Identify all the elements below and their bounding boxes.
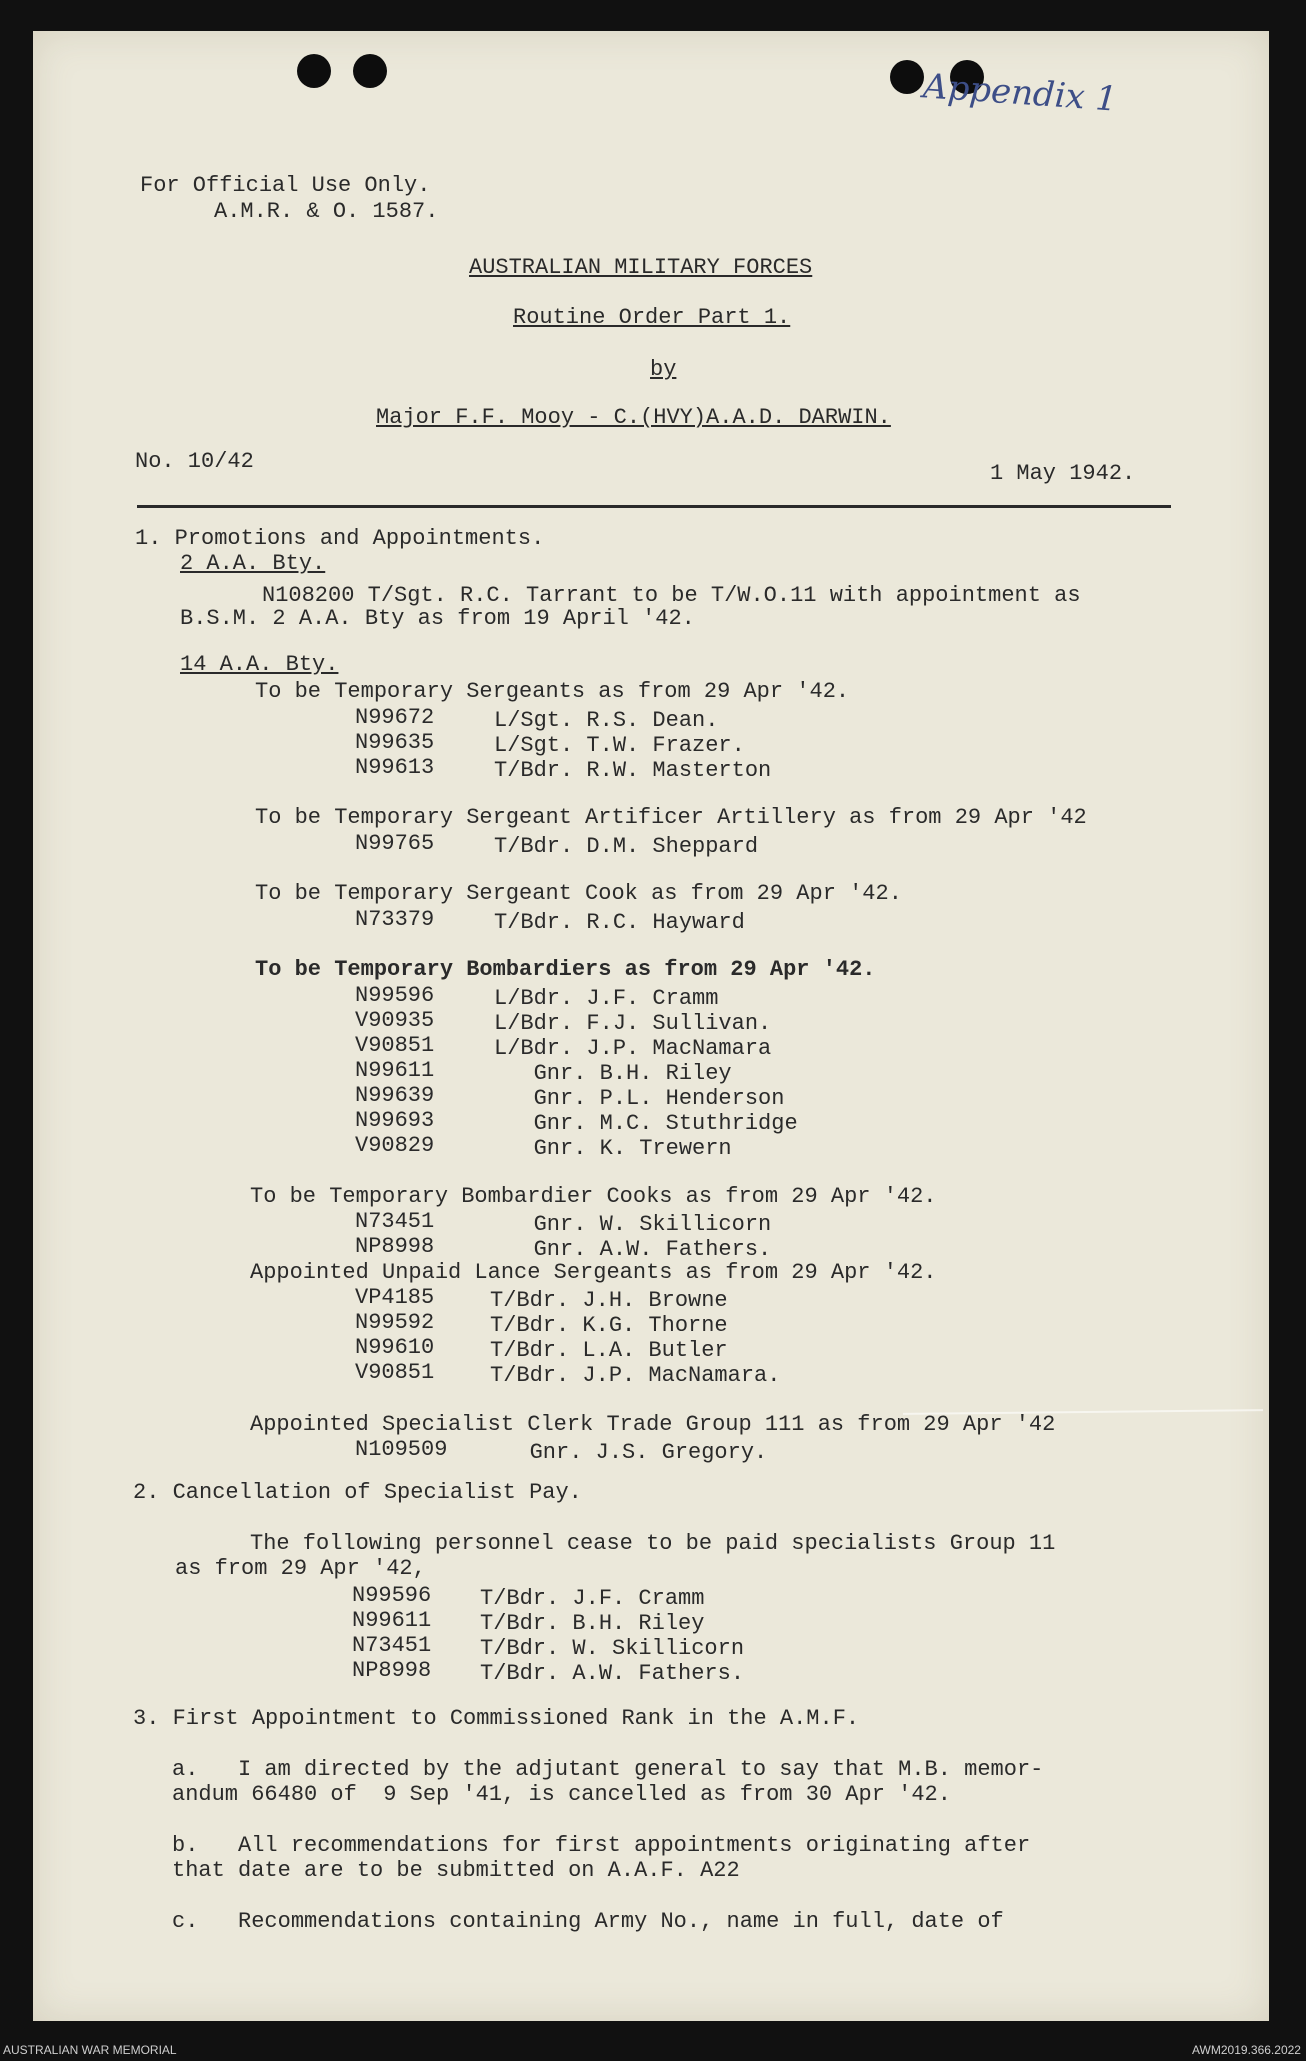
order-date: 1 May 1942. bbox=[990, 461, 1136, 486]
punch-hole bbox=[353, 54, 387, 88]
roster-number: N109509 bbox=[355, 1437, 448, 1462]
roster-name: Gnr. M.C. Stuthridge bbox=[494, 1111, 798, 1136]
doc-title: Routine Order Part 1. bbox=[513, 305, 791, 330]
roster-name: T/Bdr. D.M. Sheppard bbox=[494, 834, 759, 859]
roster-name: T/Bdr. A.W. Fathers. bbox=[480, 1661, 745, 1686]
roster-name: L/Sgt. T.W. Frazer. bbox=[494, 733, 745, 758]
roster-number: N99611 bbox=[352, 1608, 432, 1633]
roster-name: Gnr. J.S. Gregory. bbox=[490, 1440, 768, 1465]
order-number: No. 10/42 bbox=[135, 449, 254, 474]
section-2-line-1: The following personnel cease to be paid specialists Group 11 bbox=[250, 1531, 1056, 1556]
section-3-b-line-1: b. All recommendations for first appointments originating after bbox=[172, 1833, 1031, 1858]
archive-caption: AUSTRALIAN WAR MEMORIAL bbox=[3, 2043, 177, 2057]
roster-name: Gnr. W. Skillicorn bbox=[494, 1212, 772, 1237]
unit-2-aa-bty: 2 A.A. Bty. bbox=[180, 551, 326, 576]
roster-number: N99765 bbox=[355, 831, 435, 856]
roster-name: T/Bdr. J.P. MacNamara. bbox=[490, 1363, 781, 1388]
roster-number: V90851 bbox=[355, 1360, 435, 1385]
group-heading: To be Temporary Bombardier Cooks as from 29 Apr '42. bbox=[250, 1184, 937, 1209]
roster-name: L/Sgt. R.S. Dean. bbox=[494, 708, 719, 733]
section-3-b-line-2: that date are to be submitted on A.A.F. A22 bbox=[172, 1858, 740, 1883]
group-heading: To be Temporary Sergeants as from 29 Apr '42. bbox=[255, 679, 850, 704]
roster-number: N99592 bbox=[355, 1310, 435, 1335]
roster-name: Gnr. K. Trewern bbox=[494, 1136, 732, 1161]
roster-number: N73451 bbox=[352, 1633, 432, 1658]
roster-name: L/Bdr. F.J. Sullivan. bbox=[494, 1011, 772, 1036]
roster-name: Gnr. P.L. Henderson bbox=[494, 1086, 785, 1111]
reference: A.M.R. & O. 1587. bbox=[214, 199, 439, 224]
roster-number: N99596 bbox=[352, 1583, 432, 1608]
group-heading: Appointed Unpaid Lance Sergeants as from 29 Apr '42. bbox=[250, 1260, 937, 1285]
roster-number: N99613 bbox=[355, 755, 435, 780]
roster-number: VP4185 bbox=[355, 1285, 435, 1310]
roster-number: N99611 bbox=[355, 1058, 435, 1083]
unit1-line-1: N108200 T/Sgt. R.C. Tarrant to be T/W.O.11 with appointment as bbox=[262, 583, 1081, 608]
unit1-line-2: B.S.M. 2 A.A. Bty as from 19 April '42. bbox=[180, 606, 695, 631]
roster-name: Gnr. B.H. Riley bbox=[494, 1061, 732, 1086]
org-heading: AUSTRALIAN MILITARY FORCES bbox=[469, 255, 813, 280]
roster-number: N99672 bbox=[355, 705, 435, 730]
roster-number: V90851 bbox=[355, 1033, 435, 1058]
section-3-c-line-1: c. Recommendations containing Army No., name in full, date of bbox=[172, 1909, 1004, 1934]
punch-hole bbox=[297, 54, 331, 88]
punch-hole bbox=[890, 60, 924, 94]
group-heading: Appointed Specialist Clerk Trade Group 111 as from 29 Apr '42 bbox=[250, 1412, 1056, 1437]
section-2-title: 2. Cancellation of Specialist Pay. bbox=[133, 1480, 582, 1505]
roster-number: V90829 bbox=[355, 1133, 435, 1158]
unit-14-aa-bty: 14 A.A. Bty. bbox=[180, 652, 339, 677]
roster-number: NP8998 bbox=[352, 1658, 432, 1683]
roster-number: V90935 bbox=[355, 1008, 435, 1033]
roster-number: N99610 bbox=[355, 1335, 435, 1360]
roster-name: T/Bdr. W. Skillicorn bbox=[480, 1636, 745, 1661]
roster-number: NP8998 bbox=[355, 1234, 435, 1259]
roster-name: T/Bdr. R.C. Hayward bbox=[494, 910, 745, 935]
by-line: by bbox=[650, 357, 677, 382]
roster-name: T/Bdr. R.W. Masterton bbox=[494, 758, 772, 783]
header-divider bbox=[137, 505, 1171, 508]
section-2-line-2: as from 29 Apr '42, bbox=[175, 1556, 426, 1581]
roster-name: T/Bdr. B.H. Riley bbox=[480, 1611, 705, 1636]
roster-name: L/Bdr. J.P. MacNamara bbox=[494, 1036, 772, 1061]
classification: For Official Use Only. bbox=[140, 173, 431, 198]
roster-number: N73451 bbox=[355, 1209, 435, 1234]
section-3-title: 3. First Appointment to Commissioned Rank in the A.M.F. bbox=[133, 1706, 860, 1731]
roster-name: L/Bdr. J.F. Cramm bbox=[494, 986, 719, 1011]
roster-name: T/Bdr. L.A. Butler bbox=[490, 1338, 728, 1363]
section-3-a-line-2: andum 66480 of 9 Sep '41, is cancelled as from 30 Apr '42. bbox=[172, 1782, 951, 1807]
section-1-title: 1. Promotions and Appointments. bbox=[135, 526, 545, 551]
roster-name: T/Bdr. K.G. Thorne bbox=[490, 1313, 728, 1338]
group-heading: To be Temporary Bombardiers as from 29 Apr '42. bbox=[255, 957, 876, 982]
group-heading: To be Temporary Sergeant Artificer Artillery as from 29 Apr '42 bbox=[255, 805, 1087, 830]
roster-name: T/Bdr. J.F. Cramm bbox=[480, 1586, 705, 1611]
roster-name: T/Bdr. J.H. Browne bbox=[490, 1288, 728, 1313]
group-heading: To be Temporary Sergeant Cook as from 29 Apr '42. bbox=[255, 881, 902, 906]
roster-number: N99639 bbox=[355, 1083, 435, 1108]
officer-line: Major F.F. Mooy - C.(HVY)A.A.D. DARWIN. bbox=[376, 405, 891, 430]
roster-number: N99635 bbox=[355, 730, 435, 755]
roster-number: N73379 bbox=[355, 907, 435, 932]
section-3-a-line-1: a. I am directed by the adjutant general to say that M.B. memor- bbox=[172, 1757, 1044, 1782]
handwritten-note: Appendix 1 bbox=[921, 66, 1119, 120]
accession-number: AWM2019.366.2022 bbox=[1192, 2043, 1301, 2057]
roster-number: N99596 bbox=[355, 983, 435, 1008]
roster-number: N99693 bbox=[355, 1108, 435, 1133]
roster-name: Gnr. A.W. Fathers. bbox=[494, 1237, 772, 1262]
